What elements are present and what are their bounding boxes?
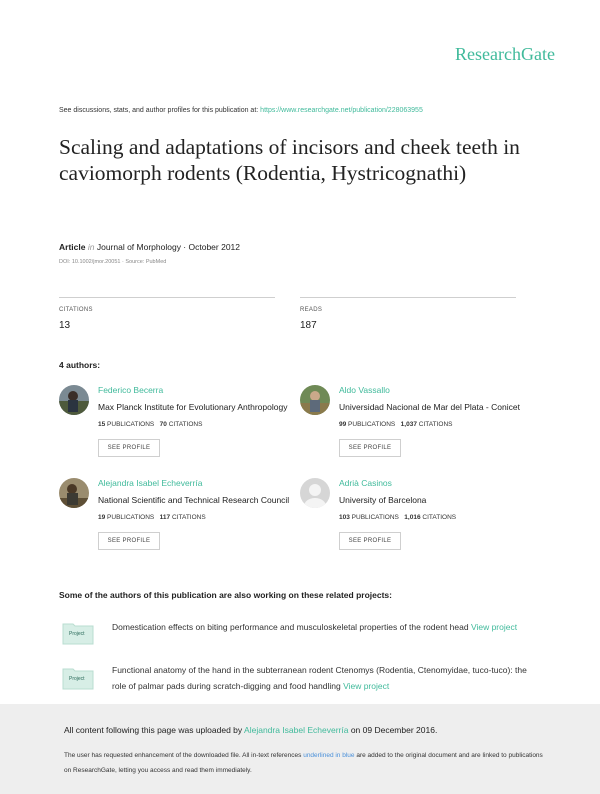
- enhancement-note: [64, 748, 544, 778]
- discussion-text: See discussions, stats, and author profiles for this publication at:: [59, 107, 261, 114]
- citations-label: CITATIONS: [171, 514, 206, 521]
- publications-count: 99: [339, 421, 347, 428]
- citations-label: CITATIONS: [422, 514, 457, 521]
- see-profile-button[interactable]: SEE PROFILE: [339, 439, 401, 457]
- publications-count: 19: [98, 514, 106, 521]
- author-name-link[interactable]: Aldo Vassallo: [339, 385, 390, 395]
- author-institution: National Scientific and Technical Research Council: [98, 495, 290, 505]
- project-item: [112, 619, 532, 635]
- author-institution: Max Planck Institute for Evolutionary Anthropology: [98, 402, 288, 412]
- publication-meta: [59, 242, 240, 252]
- journal-info: Journal of Morphology · October 2012: [96, 242, 241, 252]
- reads-label: READS: [300, 307, 323, 313]
- citations-label: CITATIONS: [168, 421, 203, 428]
- upload-note-prefix: All content following this page was uploaded by: [64, 725, 245, 735]
- author-name-link[interactable]: Alejandra Isabel Echeverría: [98, 478, 203, 488]
- citations-value: 13: [59, 320, 71, 331]
- citations-label: CITATIONS: [418, 421, 453, 428]
- publications-label: PUBLICATIONS: [348, 421, 396, 428]
- author-counts: [98, 421, 202, 428]
- project-item: [112, 662, 532, 694]
- author-avatar-echeverria[interactable]: [59, 478, 89, 508]
- publication-title: Scaling and adaptations of incisors and cheek teeth in caviomorph rodents (Rodentia, Hystricognathi): [59, 135, 520, 185]
- author-avatar-becerra[interactable]: [59, 385, 89, 415]
- project-icon-label: Project: [69, 631, 85, 637]
- see-profile-button[interactable]: SEE PROFILE: [98, 439, 160, 457]
- author-counts: [98, 514, 206, 521]
- publications-label: PUBLICATIONS: [107, 421, 155, 428]
- author-institution: University of Barcelona: [339, 495, 427, 505]
- upload-note-date: on 09 December 2016.: [348, 725, 438, 735]
- author-avatar-casinos[interactable]: [300, 478, 330, 508]
- publication-url-link[interactable]: https://www.researchgate.net/publication/228063955: [260, 107, 423, 114]
- publications-label: PUBLICATIONS: [107, 514, 155, 521]
- view-project-link[interactable]: View project: [343, 681, 390, 691]
- stats-divider-left: [59, 297, 275, 298]
- authors-heading: 4 authors:: [59, 360, 101, 370]
- author-counts: [339, 514, 456, 521]
- author-name-link[interactable]: Federico Becerra: [98, 385, 164, 395]
- project-title: Domestication effects on biting performance and musculoskeletal properties of the rodent head: [112, 622, 469, 632]
- doi-source: DOI: 10.1002/jmor.20051 · Source: PubMed: [59, 259, 167, 265]
- in-label: in: [87, 242, 95, 252]
- view-project-link[interactable]: View project: [470, 622, 518, 632]
- see-profile-button[interactable]: SEE PROFILE: [339, 532, 401, 550]
- stats-divider-right: [300, 297, 516, 298]
- citations-label: CITATIONS: [59, 307, 93, 313]
- avatar-photo-icon: [59, 385, 89, 415]
- reads-value: 187: [300, 320, 317, 331]
- citations-count: 70: [159, 421, 167, 428]
- underlined-blue-label: underlined in blue: [303, 752, 355, 759]
- avatar-photo-icon: [59, 478, 89, 508]
- citations-count: 1,016: [404, 514, 421, 521]
- author-avatar-vassallo[interactable]: [300, 385, 330, 415]
- author-counts: [339, 421, 452, 428]
- author-institution: Universidad Nacional de Mar del Plata - Conicet: [339, 402, 520, 412]
- project-icon-label: Project: [69, 676, 85, 682]
- discussion-line: [59, 107, 423, 114]
- upload-note: [64, 725, 437, 735]
- enhancement-note-prefix: The user has requested enhancement of the downloaded file. All in-text references: [64, 752, 304, 759]
- researchgate-logo[interactable]: ResearchGate: [455, 44, 555, 64]
- publications-count: 103: [339, 514, 350, 521]
- avatar-photo-icon: [300, 385, 330, 415]
- publication-type: Article: [59, 242, 86, 252]
- citations-count: 117: [159, 514, 171, 521]
- project-title: Functional anatomy of the hand in the subterranean rodent Ctenomys (Rodentia, Ctenomyidae, tuco-tuco): the role of palmar pads during scratch-digging and food handling: [112, 665, 527, 691]
- citations-count: 1,037: [400, 421, 417, 428]
- publications-label: PUBLICATIONS: [351, 514, 399, 521]
- uploader-name-link[interactable]: Alejandra Isabel Echeverría: [244, 725, 349, 735]
- enhancement-note-suffix: are added to the original document and are linked to publications on ResearchGate, letting you access and read them immediately.: [64, 752, 543, 774]
- see-profile-button[interactable]: SEE PROFILE: [98, 532, 160, 550]
- related-projects-heading: Some of the authors of this publication are also working on these related projects:: [59, 590, 392, 600]
- default-avatar-icon: [300, 478, 330, 508]
- author-name-link[interactable]: Adrià Casinos: [339, 478, 392, 488]
- publications-count: 15: [98, 421, 106, 428]
